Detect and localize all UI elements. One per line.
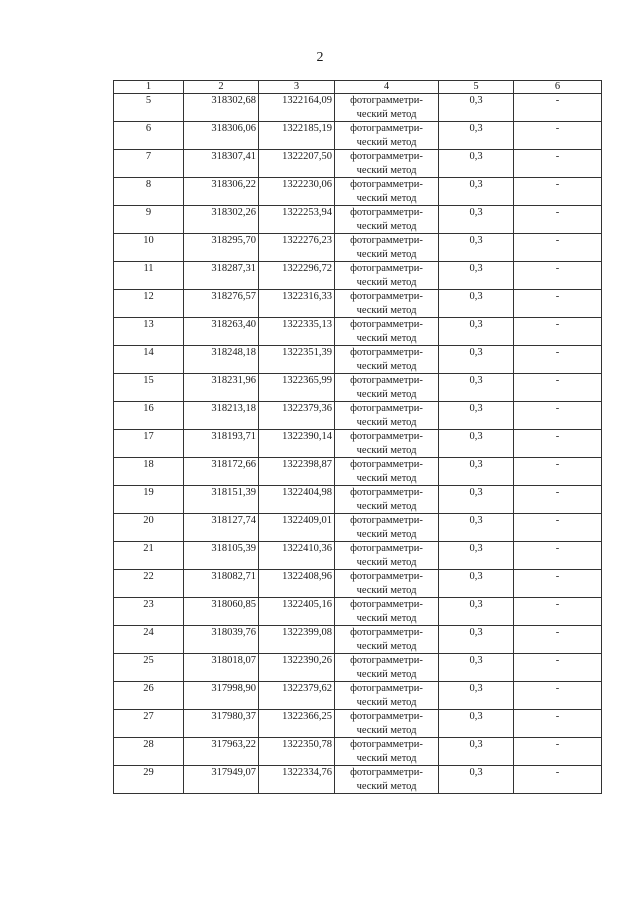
method-cell bbox=[335, 150, 439, 178]
extra-cell: - bbox=[514, 234, 602, 262]
method-line-2: ческий метод bbox=[356, 752, 417, 764]
x-coordinate-cell: 318302,68 bbox=[184, 94, 259, 122]
point-number-cell: 23 bbox=[114, 598, 184, 626]
method-cell bbox=[335, 654, 439, 682]
y-coordinate-cell: 1322230,06 bbox=[259, 178, 335, 206]
y-coordinate-cell: 1322185,19 bbox=[259, 122, 335, 150]
method-cell bbox=[335, 318, 439, 346]
extra-cell: - bbox=[514, 626, 602, 654]
extra-cell: - bbox=[514, 206, 602, 234]
accuracy-cell: 0,3 bbox=[439, 290, 514, 318]
table-row bbox=[114, 402, 602, 430]
accuracy-cell: 0,3 bbox=[439, 514, 514, 542]
column-header-1: 1 bbox=[114, 81, 184, 94]
extra-cell: - bbox=[514, 430, 602, 458]
point-number-cell: 27 bbox=[114, 710, 184, 738]
y-coordinate-cell: 1322351,39 bbox=[259, 346, 335, 374]
method-cell bbox=[335, 682, 439, 710]
extra-cell: - bbox=[514, 262, 602, 290]
accuracy-cell: 0,3 bbox=[439, 710, 514, 738]
x-coordinate-cell: 318213,18 bbox=[184, 402, 259, 430]
table-row bbox=[114, 150, 602, 178]
table-header bbox=[114, 81, 602, 94]
extra-cell: - bbox=[514, 486, 602, 514]
method-line-2: ческий метод bbox=[356, 164, 417, 176]
table-body bbox=[114, 94, 602, 794]
point-number-cell: 25 bbox=[114, 654, 184, 682]
y-coordinate-cell: 1322207,50 bbox=[259, 150, 335, 178]
extra-cell: - bbox=[514, 570, 602, 598]
method-cell bbox=[335, 122, 439, 150]
method-line-1: фотограмметри- bbox=[350, 263, 423, 274]
method-line-1: фотограмметри- bbox=[350, 291, 423, 302]
method-line-1: фотограмметри- bbox=[350, 431, 423, 442]
table-row bbox=[114, 626, 602, 654]
table-row bbox=[114, 542, 602, 570]
point-number-cell: 6 bbox=[114, 122, 184, 150]
method-cell bbox=[335, 206, 439, 234]
x-coordinate-cell: 318193,71 bbox=[184, 430, 259, 458]
point-number-cell: 15 bbox=[114, 374, 184, 402]
method-line-2: ческий метод bbox=[356, 472, 417, 484]
method-line-1: фотограмметри- bbox=[350, 375, 423, 386]
method-line-2: ческий метод bbox=[356, 724, 417, 736]
x-coordinate-cell: 318105,39 bbox=[184, 542, 259, 570]
x-coordinate-cell: 317980,37 bbox=[184, 710, 259, 738]
method-cell bbox=[335, 402, 439, 430]
table-row bbox=[114, 458, 602, 486]
method-cell bbox=[335, 290, 439, 318]
accuracy-cell: 0,3 bbox=[439, 570, 514, 598]
method-line-2: ческий метод bbox=[356, 248, 417, 260]
method-line-1: фотограмметри- bbox=[350, 319, 423, 330]
accuracy-cell: 0,3 bbox=[439, 430, 514, 458]
point-number-cell: 17 bbox=[114, 430, 184, 458]
column-header-5: 5 bbox=[439, 81, 514, 94]
method-cell bbox=[335, 514, 439, 542]
x-coordinate-cell: 318039,76 bbox=[184, 626, 259, 654]
y-coordinate-cell: 1322390,14 bbox=[259, 430, 335, 458]
extra-cell: - bbox=[514, 654, 602, 682]
table-row bbox=[114, 318, 602, 346]
method-line-1: фотограмметри- bbox=[350, 123, 423, 134]
table-row bbox=[114, 486, 602, 514]
accuracy-cell: 0,3 bbox=[439, 402, 514, 430]
accuracy-cell: 0,3 bbox=[439, 626, 514, 654]
table-row bbox=[114, 430, 602, 458]
accuracy-cell: 0,3 bbox=[439, 486, 514, 514]
table-row bbox=[114, 570, 602, 598]
table-row bbox=[114, 290, 602, 318]
point-number-cell: 14 bbox=[114, 346, 184, 374]
y-coordinate-cell: 1322366,25 bbox=[259, 710, 335, 738]
accuracy-cell: 0,3 bbox=[439, 542, 514, 570]
method-line-1: фотограмметри- bbox=[350, 627, 423, 638]
method-line-1: фотограмметри- bbox=[350, 571, 423, 582]
extra-cell: - bbox=[514, 178, 602, 206]
method-line-2: ческий метод bbox=[356, 304, 417, 316]
x-coordinate-cell: 318306,06 bbox=[184, 122, 259, 150]
point-number-cell: 21 bbox=[114, 542, 184, 570]
accuracy-cell: 0,3 bbox=[439, 94, 514, 122]
table-row bbox=[114, 94, 602, 122]
extra-cell: - bbox=[514, 150, 602, 178]
x-coordinate-cell: 318231,96 bbox=[184, 374, 259, 402]
extra-cell: - bbox=[514, 122, 602, 150]
extra-cell: - bbox=[514, 318, 602, 346]
extra-cell: - bbox=[514, 94, 602, 122]
method-line-1: фотограмметри- bbox=[350, 739, 423, 750]
x-coordinate-cell: 318060,85 bbox=[184, 598, 259, 626]
y-coordinate-cell: 1322296,72 bbox=[259, 262, 335, 290]
x-coordinate-cell: 318172,66 bbox=[184, 458, 259, 486]
table-row bbox=[114, 766, 602, 794]
method-cell bbox=[335, 626, 439, 654]
method-line-2: ческий метод bbox=[356, 136, 417, 148]
point-number-cell: 8 bbox=[114, 178, 184, 206]
x-coordinate-cell: 318082,71 bbox=[184, 570, 259, 598]
method-line-2: ческий метод bbox=[356, 444, 417, 456]
coordinates-table bbox=[113, 80, 602, 794]
y-coordinate-cell: 1322379,62 bbox=[259, 682, 335, 710]
method-cell bbox=[335, 710, 439, 738]
y-coordinate-cell: 1322410,36 bbox=[259, 542, 335, 570]
accuracy-cell: 0,3 bbox=[439, 318, 514, 346]
method-line-1: фотограмметри- bbox=[350, 151, 423, 162]
extra-cell: - bbox=[514, 402, 602, 430]
table-row bbox=[114, 262, 602, 290]
page-number: 2 bbox=[316, 50, 324, 65]
point-number-cell: 16 bbox=[114, 402, 184, 430]
y-coordinate-cell: 1322334,76 bbox=[259, 766, 335, 794]
method-cell bbox=[335, 430, 439, 458]
method-line-1: фотограмметри- bbox=[350, 459, 423, 470]
point-number-cell: 13 bbox=[114, 318, 184, 346]
method-line-2: ческий метод bbox=[356, 696, 417, 708]
y-coordinate-cell: 1322276,23 bbox=[259, 234, 335, 262]
x-coordinate-cell: 317949,07 bbox=[184, 766, 259, 794]
point-number-cell: 29 bbox=[114, 766, 184, 794]
y-coordinate-cell: 1322398,87 bbox=[259, 458, 335, 486]
method-line-2: ческий метод bbox=[356, 640, 417, 652]
extra-cell: - bbox=[514, 290, 602, 318]
point-number-cell: 22 bbox=[114, 570, 184, 598]
x-coordinate-cell: 318295,70 bbox=[184, 234, 259, 262]
method-line-2: ческий метод bbox=[356, 220, 417, 232]
y-coordinate-cell: 1322408,96 bbox=[259, 570, 335, 598]
extra-cell: - bbox=[514, 514, 602, 542]
x-coordinate-cell: 317998,90 bbox=[184, 682, 259, 710]
point-number-cell: 20 bbox=[114, 514, 184, 542]
point-number-cell: 10 bbox=[114, 234, 184, 262]
x-coordinate-cell: 318151,39 bbox=[184, 486, 259, 514]
method-cell bbox=[335, 346, 439, 374]
method-cell bbox=[335, 374, 439, 402]
method-line-2: ческий метод bbox=[356, 556, 417, 568]
y-coordinate-cell: 1322253,94 bbox=[259, 206, 335, 234]
method-line-2: ческий метод bbox=[356, 332, 417, 344]
extra-cell: - bbox=[514, 374, 602, 402]
y-coordinate-cell: 1322316,33 bbox=[259, 290, 335, 318]
method-line-2: ческий метод bbox=[356, 192, 417, 204]
method-line-1: фотограмметри- bbox=[350, 403, 423, 414]
method-line-1: фотограмметри- bbox=[350, 599, 423, 610]
accuracy-cell: 0,3 bbox=[439, 766, 514, 794]
extra-cell: - bbox=[514, 766, 602, 794]
method-cell bbox=[335, 458, 439, 486]
table-row bbox=[114, 682, 602, 710]
accuracy-cell: 0,3 bbox=[439, 178, 514, 206]
x-coordinate-cell: 318127,74 bbox=[184, 514, 259, 542]
method-cell bbox=[335, 542, 439, 570]
table-row bbox=[114, 206, 602, 234]
table-row bbox=[114, 738, 602, 766]
method-line-1: фотограмметри- bbox=[350, 655, 423, 666]
method-line-1: фотограмметри- bbox=[350, 347, 423, 358]
method-cell bbox=[335, 738, 439, 766]
extra-cell: - bbox=[514, 738, 602, 766]
accuracy-cell: 0,3 bbox=[439, 598, 514, 626]
extra-cell: - bbox=[514, 598, 602, 626]
column-header-6: 6 bbox=[514, 81, 602, 94]
table-row bbox=[114, 710, 602, 738]
method-line-2: ческий метод bbox=[356, 108, 417, 120]
extra-cell: - bbox=[514, 346, 602, 374]
accuracy-cell: 0,3 bbox=[439, 234, 514, 262]
table-row bbox=[114, 234, 602, 262]
point-number-cell: 7 bbox=[114, 150, 184, 178]
method-line-1: фотограмметри- bbox=[350, 767, 423, 778]
method-line-2: ческий метод bbox=[356, 500, 417, 512]
method-line-2: ческий метод bbox=[356, 612, 417, 624]
y-coordinate-cell: 1322409,01 bbox=[259, 514, 335, 542]
point-number-cell: 5 bbox=[114, 94, 184, 122]
method-line-1: фотограмметри- bbox=[350, 515, 423, 526]
x-coordinate-cell: 318263,40 bbox=[184, 318, 259, 346]
method-line-1: фотограмметри- bbox=[350, 683, 423, 694]
method-cell bbox=[335, 262, 439, 290]
method-line-2: ческий метод bbox=[356, 276, 417, 288]
table-row bbox=[114, 374, 602, 402]
column-header-3: 3 bbox=[259, 81, 335, 94]
accuracy-cell: 0,3 bbox=[439, 346, 514, 374]
table-row bbox=[114, 346, 602, 374]
x-coordinate-cell: 318287,31 bbox=[184, 262, 259, 290]
column-header-4: 4 bbox=[335, 81, 439, 94]
x-coordinate-cell: 318248,18 bbox=[184, 346, 259, 374]
method-line-2: ческий метод bbox=[356, 528, 417, 540]
method-line-2: ческий метод bbox=[356, 388, 417, 400]
accuracy-cell: 0,3 bbox=[439, 654, 514, 682]
point-number-cell: 18 bbox=[114, 458, 184, 486]
accuracy-cell: 0,3 bbox=[439, 682, 514, 710]
method-line-2: ческий метод bbox=[356, 584, 417, 596]
x-coordinate-cell: 318276,57 bbox=[184, 290, 259, 318]
method-line-1: фотограмметри- bbox=[350, 207, 423, 218]
method-line-1: фотограмметри- bbox=[350, 235, 423, 246]
accuracy-cell: 0,3 bbox=[439, 738, 514, 766]
method-cell bbox=[335, 598, 439, 626]
point-number-cell: 11 bbox=[114, 262, 184, 290]
table-row bbox=[114, 122, 602, 150]
accuracy-cell: 0,3 bbox=[439, 122, 514, 150]
header-row bbox=[114, 81, 602, 94]
method-cell bbox=[335, 234, 439, 262]
y-coordinate-cell: 1322399,08 bbox=[259, 626, 335, 654]
point-number-cell: 26 bbox=[114, 682, 184, 710]
y-coordinate-cell: 1322335,13 bbox=[259, 318, 335, 346]
accuracy-cell: 0,3 bbox=[439, 262, 514, 290]
extra-cell: - bbox=[514, 682, 602, 710]
y-coordinate-cell: 1322350,78 bbox=[259, 738, 335, 766]
extra-cell: - bbox=[514, 458, 602, 486]
accuracy-cell: 0,3 bbox=[439, 374, 514, 402]
method-line-2: ческий метод bbox=[356, 668, 417, 680]
y-coordinate-cell: 1322405,16 bbox=[259, 598, 335, 626]
y-coordinate-cell: 1322390,26 bbox=[259, 654, 335, 682]
y-coordinate-cell: 1322365,99 bbox=[259, 374, 335, 402]
accuracy-cell: 0,3 bbox=[439, 150, 514, 178]
method-line-2: ческий метод bbox=[356, 360, 417, 372]
method-line-1: фотограмметри- bbox=[350, 711, 423, 722]
method-cell bbox=[335, 178, 439, 206]
method-line-1: фотограмметри- bbox=[350, 95, 423, 106]
method-cell bbox=[335, 486, 439, 514]
x-coordinate-cell: 318018,07 bbox=[184, 654, 259, 682]
point-number-cell: 28 bbox=[114, 738, 184, 766]
method-line-1: фотограмметри- bbox=[350, 487, 423, 498]
y-coordinate-cell: 1322379,36 bbox=[259, 402, 335, 430]
method-cell bbox=[335, 94, 439, 122]
point-number-cell: 24 bbox=[114, 626, 184, 654]
method-line-2: ческий метод bbox=[356, 780, 417, 792]
point-number-cell: 12 bbox=[114, 290, 184, 318]
table-row bbox=[114, 514, 602, 542]
point-number-cell: 9 bbox=[114, 206, 184, 234]
column-header-2: 2 bbox=[184, 81, 259, 94]
extra-cell: - bbox=[514, 542, 602, 570]
x-coordinate-cell: 317963,22 bbox=[184, 738, 259, 766]
y-coordinate-cell: 1322164,09 bbox=[259, 94, 335, 122]
method-cell bbox=[335, 766, 439, 794]
method-line-1: фотограмметри- bbox=[350, 543, 423, 554]
table-row bbox=[114, 598, 602, 626]
method-line-1: фотограмметри- bbox=[350, 179, 423, 190]
accuracy-cell: 0,3 bbox=[439, 206, 514, 234]
table-row bbox=[114, 178, 602, 206]
x-coordinate-cell: 318307,41 bbox=[184, 150, 259, 178]
point-number-cell: 19 bbox=[114, 486, 184, 514]
x-coordinate-cell: 318302,26 bbox=[184, 206, 259, 234]
method-cell bbox=[335, 570, 439, 598]
y-coordinate-cell: 1322404,98 bbox=[259, 486, 335, 514]
table-row bbox=[114, 654, 602, 682]
extra-cell: - bbox=[514, 710, 602, 738]
method-line-2: ческий метод bbox=[356, 416, 417, 428]
accuracy-cell: 0,3 bbox=[439, 458, 514, 486]
x-coordinate-cell: 318306,22 bbox=[184, 178, 259, 206]
